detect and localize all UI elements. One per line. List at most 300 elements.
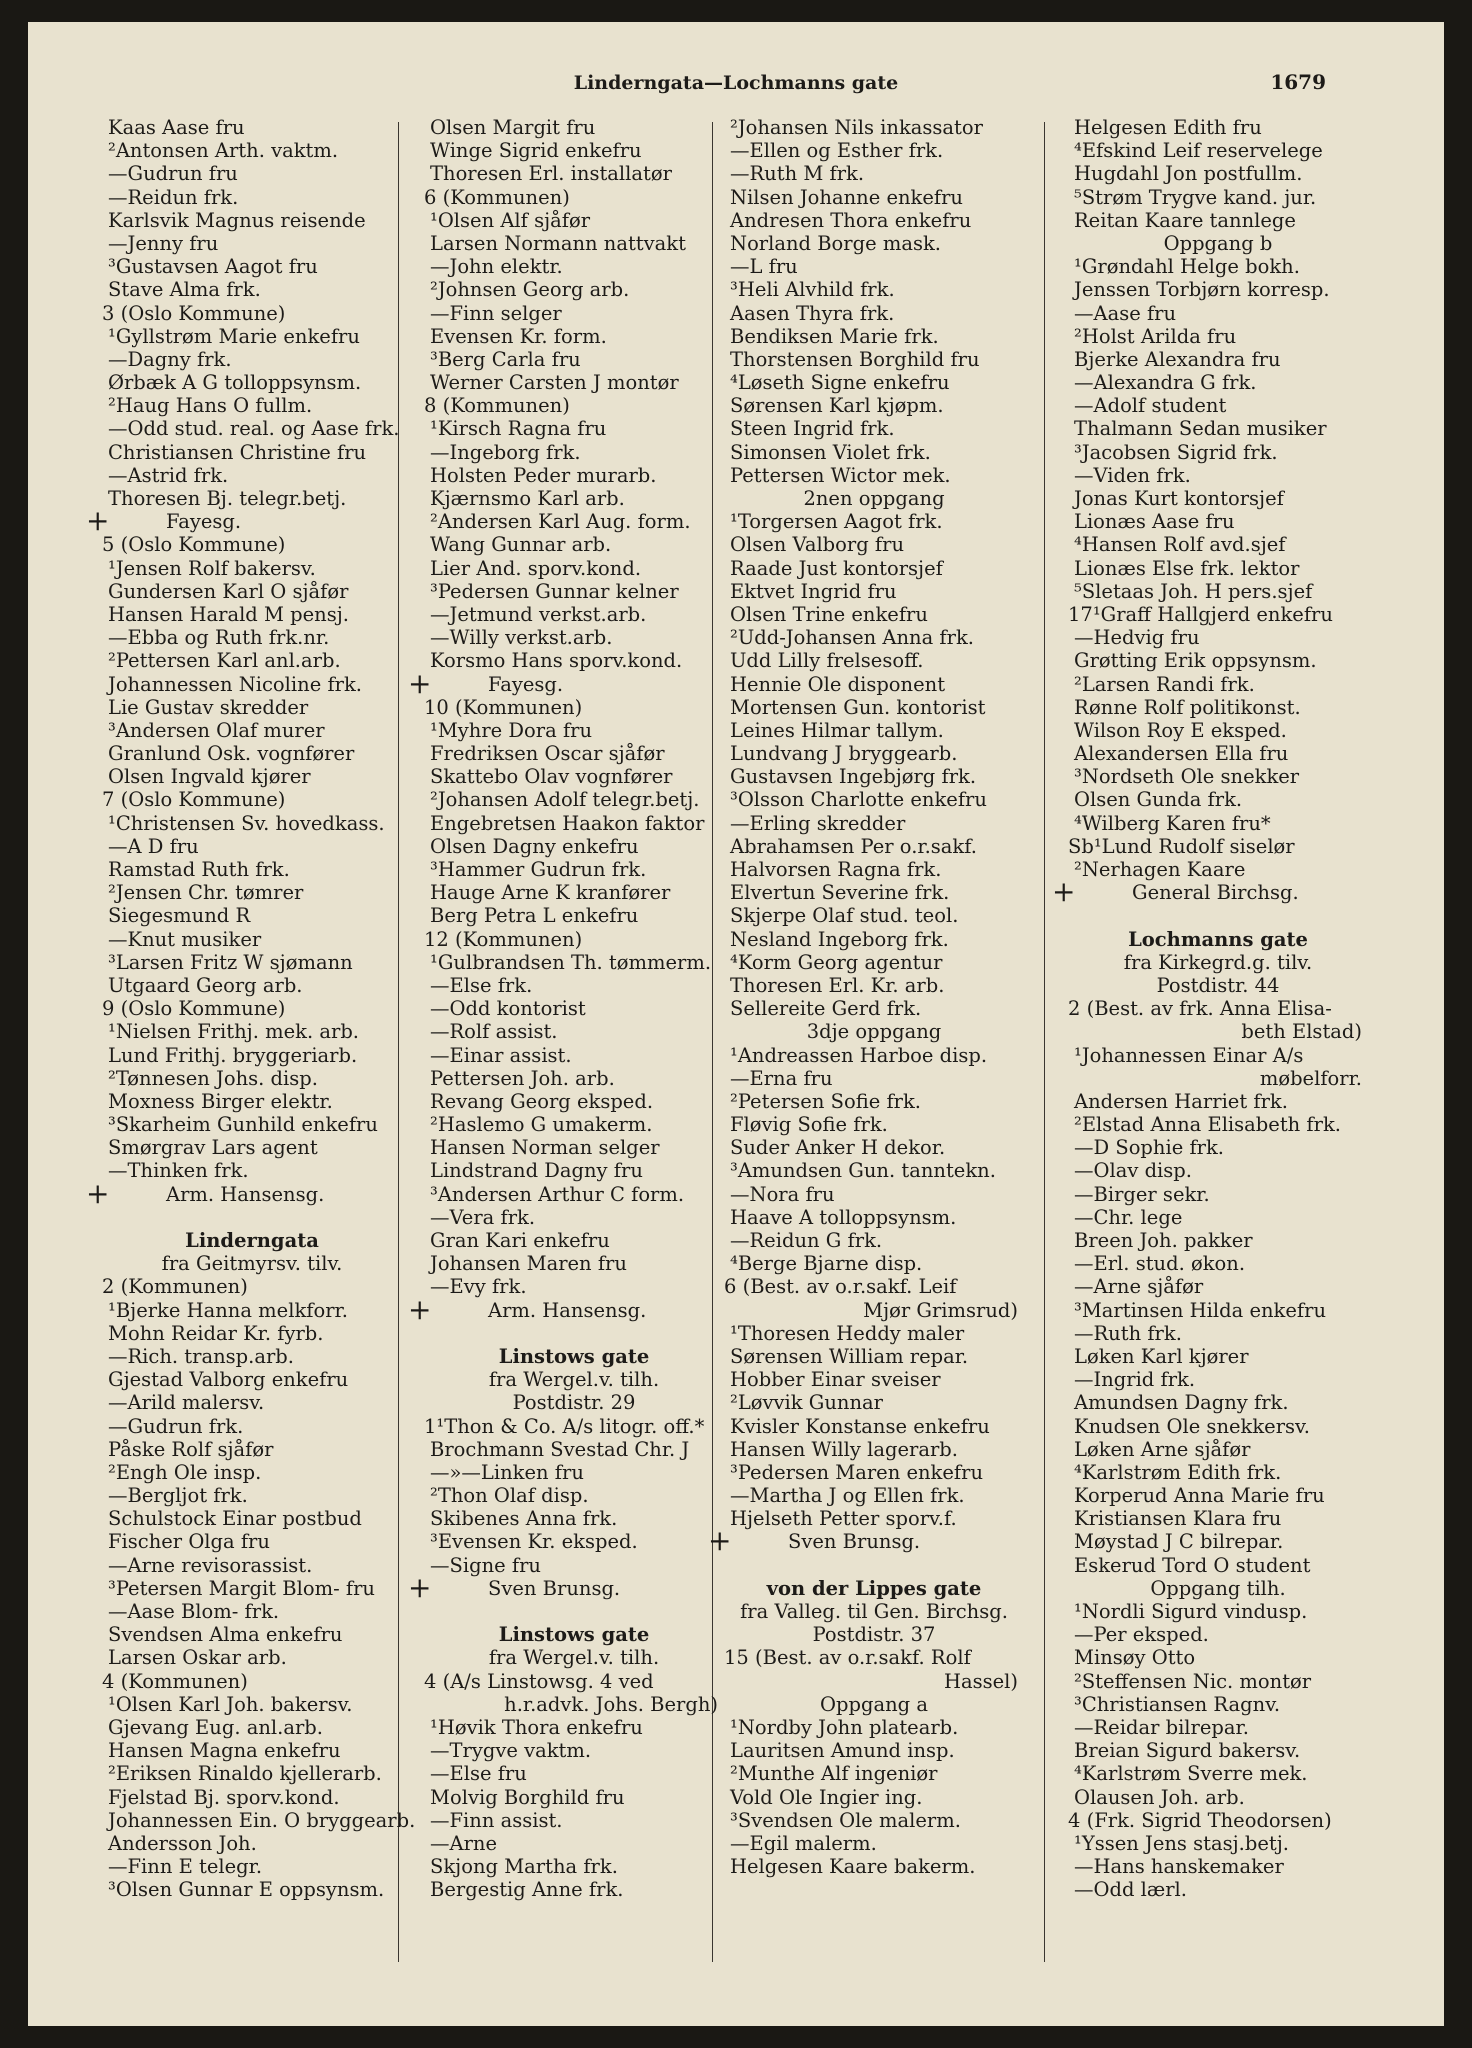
- directory-entry: [724, 394, 1024, 417]
- directory-entry: [424, 580, 724, 603]
- directory-entry: [424, 487, 724, 510]
- entry-text: Oppgang a: [820, 1692, 928, 1716]
- directory-entry: [102, 394, 402, 417]
- directory-entry: [102, 673, 402, 696]
- entry-text: Molvig Borghild fru: [430, 1785, 625, 1809]
- directory-entry: [1068, 1484, 1368, 1507]
- entry-text: Andresen Thora enkefru: [730, 208, 972, 232]
- entry-text: —Odd kontorist: [430, 997, 586, 1021]
- directory-entry: [424, 719, 724, 742]
- entry-text: fra Valleg. til Gen. Birchsg.: [740, 1600, 1008, 1623]
- entry-text: ³Pedersen Maren enkefru: [730, 1460, 984, 1484]
- entry-text: ¹Myhre Dora fru: [430, 718, 593, 742]
- directory-entry: [724, 1507, 1024, 1530]
- directory-entry: [724, 1786, 1024, 1809]
- directory-entry: [424, 997, 724, 1020]
- directory-entry: [1068, 1762, 1368, 1785]
- building-number: [1068, 997, 1368, 1020]
- directory-entry: [102, 1136, 402, 1159]
- directory-entry: [1068, 1461, 1368, 1484]
- entry-text: Fredriksen Oscar sjåfør: [430, 742, 665, 766]
- directory-entry: [724, 719, 1024, 742]
- directory-page: [28, 22, 1444, 2026]
- directory-entry: [102, 765, 402, 788]
- entry-text: Arm. Hansensg.: [166, 1182, 325, 1206]
- directory-entry: [102, 835, 402, 858]
- building-number: [1068, 1809, 1368, 1832]
- directory-entry: [424, 278, 724, 301]
- directory-entry: [102, 1461, 402, 1484]
- directory-entry: [1068, 139, 1368, 162]
- entry-text: ²Pettersen Karl anl.arb.: [108, 649, 341, 673]
- directory-entry: [424, 162, 724, 185]
- entry-text: —Else frk.: [430, 973, 533, 997]
- entry-text: Olsen Dagny enkefru: [430, 834, 639, 858]
- entry-text: ²Holst Arilda fru: [1074, 324, 1237, 348]
- entry-text: ¹Bjerke Hanna melkforr.: [108, 1298, 348, 1322]
- entry-text: fra Wergel.v. tilh.: [488, 1646, 660, 1670]
- directory-entry: [424, 788, 724, 811]
- entry-text: Minsøy Otto: [1074, 1646, 1196, 1670]
- entry-text: Skjong Martha frk.: [430, 1855, 618, 1879]
- entry-text: Arm. Hansensg.: [488, 1298, 647, 1322]
- directory-entry: [102, 209, 402, 232]
- entry-text: ¹Gyllstrøm Marie enkefru: [108, 324, 360, 348]
- entry-text: Nilsen Johanne enkefru: [730, 185, 963, 209]
- entry-text: —Chr. lege: [1074, 1205, 1183, 1229]
- entry-text: 4 (Frk. Sigrid Theodorsen): [1068, 1808, 1332, 1832]
- directory-entry: [724, 348, 1024, 371]
- column-rule: [1044, 122, 1045, 1962]
- directory-entry: [102, 603, 402, 626]
- entry-text: Hansen Norman selger: [430, 1136, 660, 1160]
- directory-entry: [102, 1739, 402, 1762]
- entry-text: Johannessen Ein. O bryggearb.: [108, 1808, 416, 1832]
- directory-entry: [424, 881, 724, 904]
- entry-text: Siegesmund R: [108, 904, 251, 928]
- entry-text: h.r.advk. Johs. Bergh): [504, 1692, 718, 1716]
- directory-entry: [424, 1159, 724, 1182]
- cross-street: [86, 1176, 402, 1210]
- directory-entry: [102, 1345, 402, 1368]
- directory-entry: [102, 1600, 402, 1623]
- entry-text: Påske Rolf sjåfør: [108, 1437, 274, 1461]
- entry-text: Thoresen Bj. telegr.betj.: [108, 487, 347, 510]
- entry-continuation: [1068, 1067, 1368, 1090]
- directory-entry: [102, 1090, 402, 1113]
- directory-entry: [724, 1739, 1024, 1762]
- entry-text: ³Larsen Fritz W sjømann: [108, 950, 353, 974]
- cross-street: [86, 504, 402, 538]
- entry-text: Larsen Normann nattvakt: [430, 231, 686, 255]
- directory-entry: [1068, 696, 1368, 719]
- entry-text: —Finn assist.: [430, 1808, 563, 1832]
- directory-entry: [724, 116, 1024, 139]
- building-number: [424, 186, 724, 209]
- section-note: [724, 1623, 1024, 1646]
- entry-text: Jenssen Torbjørn korresp.: [1074, 278, 1330, 302]
- directory-entry: [102, 1368, 402, 1391]
- building-number: [424, 1415, 724, 1438]
- entry-text: Postdistr. 44: [1156, 973, 1280, 997]
- entry-text: —Dagny frk.: [108, 347, 232, 371]
- entry-text: Mjør Grimsrud): [863, 1298, 1018, 1322]
- directory-entry: [724, 1345, 1024, 1368]
- entry-text: —Knut musiker: [108, 927, 262, 951]
- directory-entry: [424, 325, 724, 348]
- directory-entry: [424, 1136, 724, 1159]
- entry-text: —Jenny fru: [108, 231, 219, 255]
- entry-text: —Arild malersv.: [108, 1391, 265, 1415]
- entry-text: —Olav disp.: [1074, 1159, 1192, 1183]
- directory-entry: [102, 1530, 402, 1553]
- directory-entry: [1068, 765, 1368, 788]
- entry-text: —Arne revisorassist.: [108, 1553, 313, 1577]
- entry-text: —Hans hanskemaker: [1074, 1855, 1284, 1879]
- entry-text: —Per eksped.: [1074, 1623, 1209, 1647]
- entry-text: 9 (Oslo Kommune): [102, 997, 286, 1021]
- spacer: [724, 1554, 1024, 1577]
- directory-entry: [424, 1762, 724, 1785]
- directory-entry: [102, 325, 402, 348]
- directory-entry: [724, 1159, 1024, 1182]
- entry-text: Kjærnsmo Karl arb.: [430, 487, 625, 510]
- entry-text: ²Larsen Randi frk.: [1074, 672, 1255, 696]
- entry-text: ³Amundsen Gun. tanntekn.: [730, 1159, 996, 1183]
- entry-text: ³Skarheim Gunhild enkefru: [108, 1113, 378, 1137]
- directory-entry: [102, 441, 402, 464]
- directory-entry: [1068, 510, 1368, 533]
- directory-entry: [724, 974, 1024, 997]
- directory-entry: [1068, 1855, 1368, 1878]
- street-heading: [424, 1345, 724, 1368]
- directory-entry: [424, 255, 724, 278]
- entry-text: Kvisler Konstanse enkefru: [730, 1414, 990, 1438]
- directory-entry: [1068, 209, 1368, 232]
- entry-text: 8 (Kommunen): [424, 394, 570, 418]
- directory-entry: [102, 371, 402, 394]
- directory-entry: [1068, 1090, 1368, 1113]
- entry-text: ²Nerhagen Kaare: [1074, 858, 1246, 881]
- directory-entry: [424, 765, 724, 788]
- section-note: [1068, 951, 1368, 974]
- directory-entry: [1068, 1322, 1368, 1345]
- directory-entry: [424, 232, 724, 255]
- directory-entry: [724, 1206, 1024, 1229]
- directory-entry: [1068, 1716, 1368, 1739]
- entry-text: Knudsen Ole snekkersv.: [1074, 1414, 1310, 1438]
- directory-entry: [1068, 1183, 1368, 1206]
- entry-text: ¹Johannessen Einar A/s: [1074, 1043, 1304, 1067]
- cross-street-icon: +: [408, 1292, 432, 1326]
- entry-text: Oppgang tilh.: [1150, 1576, 1286, 1600]
- entry-text: Brochmann Svestad Chr. J: [430, 1437, 690, 1461]
- cross-street-icon: +: [1052, 875, 1076, 909]
- entry-text: ⁴Løseth Signe enkefru: [730, 371, 950, 395]
- entry-text: ⁴Hansen Rolf avd.sjef: [1074, 533, 1286, 557]
- entry-text: —Rolf assist.: [430, 1020, 558, 1044]
- directory-entry: [102, 742, 402, 765]
- entry-text: Kristiansen Klara fru: [1074, 1507, 1282, 1531]
- directory-entry: [102, 626, 402, 649]
- directory-entry: [102, 974, 402, 997]
- entry-text: ⁴Wilberg Karen fru*: [1074, 811, 1271, 835]
- entry-text: ⁵Strøm Trygve kand. jur.: [1074, 185, 1317, 209]
- entry-text: —Reidar bilrepar.: [1074, 1715, 1249, 1739]
- entry-text: —Odd lærl.: [1074, 1878, 1187, 1902]
- directory-entry: [724, 232, 1024, 255]
- directory-entry: [1068, 1670, 1368, 1693]
- entry-text: Fayesg.: [488, 672, 564, 696]
- entry-text: Sellereite Gerd frk.: [730, 997, 922, 1021]
- entry-text: Smørgrav Lars agent: [108, 1136, 318, 1160]
- directory-entry: [424, 742, 724, 765]
- entry-text: —Trygve vaktm.: [430, 1739, 592, 1763]
- entry-continuation: [724, 1299, 1024, 1322]
- entry-text: Alexandersen Ella fru: [1074, 742, 1289, 766]
- entry-text: Andersson Joh.: [108, 1831, 257, 1855]
- building-number: [424, 928, 724, 951]
- entry-text: Werner Carsten J montør: [430, 371, 679, 395]
- directory-entry: [724, 1090, 1024, 1113]
- directory-entry: [724, 1229, 1024, 1252]
- entry-text: Oppgang b: [1163, 231, 1273, 255]
- entry-text: —Einar assist.: [430, 1043, 572, 1067]
- section-note: [102, 1252, 402, 1275]
- directory-entry: [1068, 673, 1368, 696]
- directory-entry: [102, 139, 402, 162]
- directory-entry: [724, 1855, 1024, 1878]
- entry-text: —Aase Blom- frk.: [108, 1600, 280, 1623]
- directory-entry: [1068, 1113, 1368, 1136]
- entry-text: ²Andersen Karl Aug. form.: [430, 510, 691, 534]
- directory-entry: [724, 255, 1024, 278]
- entry-text: —Hedvig fru: [1074, 626, 1200, 650]
- directory-entry: [102, 417, 402, 440]
- directory-entry: [1068, 1646, 1368, 1669]
- entry-text: 4 (Kommunen): [102, 1669, 248, 1693]
- directory-entry: [102, 1507, 402, 1530]
- directory-entry: [724, 186, 1024, 209]
- directory-entry: [424, 1113, 724, 1136]
- entry-text: Gjevang Eug. anl.arb.: [108, 1715, 323, 1739]
- entry-text: Breen Joh. pakker: [1074, 1229, 1253, 1252]
- entry-text: ²Haslemo G umakerm.: [430, 1113, 653, 1137]
- entry-text: ³Andersen Olaf murer: [108, 718, 325, 742]
- directory-entry: [1068, 441, 1368, 464]
- section-note: [724, 487, 1024, 510]
- entry-text: ³Gustavsen Aagot fru: [108, 255, 318, 279]
- building-number: [102, 533, 402, 556]
- directory-entry: [102, 928, 402, 951]
- directory-entry: [424, 1809, 724, 1832]
- building-number: [424, 1670, 724, 1693]
- building-number: [724, 1275, 1024, 1298]
- directory-entry: [1068, 371, 1368, 394]
- directory-entry: [102, 557, 402, 580]
- entry-text: —Evy frk.: [430, 1275, 527, 1299]
- directory-entry: [724, 1183, 1024, 1206]
- entry-text: Sb¹Lund Rudolf siselør: [1068, 834, 1295, 858]
- directory-entry: [424, 1067, 724, 1090]
- directory-entry: [102, 1762, 402, 1785]
- directory-entry: [102, 719, 402, 742]
- entry-text: Løken Karl kjører: [1074, 1344, 1249, 1368]
- entry-text: ²Petersen Sofie frk.: [730, 1089, 922, 1113]
- entry-text: Helgesen Edith fru: [1074, 116, 1262, 139]
- entry-text: ⁴Karlstrøm Sverre mek.: [1074, 1762, 1308, 1786]
- directory-entry: [1068, 858, 1368, 881]
- directory-entry: [424, 1229, 724, 1252]
- entry-text: Lund Frithj. bryggeriarb.: [108, 1043, 358, 1067]
- cross-street-icon: +: [408, 666, 432, 700]
- directory-entry: [424, 1716, 724, 1739]
- entry-text: ²Elstad Anna Elisabeth frk.: [1074, 1113, 1341, 1137]
- entry-text: ²Løvvik Gunnar: [730, 1391, 883, 1415]
- directory-entry: [724, 1809, 1024, 1832]
- cross-street-icon: +: [708, 1524, 732, 1558]
- entry-text: —Gudrun frk.: [108, 1414, 244, 1438]
- entry-text: Fjelstad Bj. sporv.kond.: [108, 1785, 340, 1809]
- directory-entry: [1068, 719, 1368, 742]
- entry-text: Vold Ole Ingier ing.: [730, 1785, 923, 1809]
- directory-entry: [424, 1878, 724, 1901]
- entry-text: Gustavsen Ingebjørg frk.: [730, 765, 977, 789]
- directory-entry: [724, 1113, 1024, 1136]
- directory-entry: [724, 951, 1024, 974]
- entry-text: Sven Brunsg.: [788, 1530, 921, 1554]
- directory-entry: [1068, 788, 1368, 811]
- building-number: [724, 1646, 1024, 1669]
- directory-entry: [1068, 325, 1368, 348]
- directory-entry: [102, 1832, 402, 1855]
- directory-entry: [102, 116, 402, 139]
- entry-text: Olsen Ingvald kjører: [108, 765, 311, 789]
- building-number: [102, 1275, 402, 1298]
- directory-entry: [1068, 1391, 1368, 1414]
- directory-entry: [102, 1067, 402, 1090]
- entry-text: Norland Borge mask.: [730, 231, 941, 255]
- directory-entry: [1068, 1206, 1368, 1229]
- directory-entry: [424, 951, 724, 974]
- directory-entry: [102, 1554, 402, 1577]
- entry-text: Revang Georg eksped.: [430, 1089, 654, 1113]
- directory-entry: [724, 278, 1024, 301]
- entry-text: —Viden frk.: [1074, 463, 1191, 487]
- entry-text: —Bergljot frk.: [108, 1484, 248, 1508]
- cross-street: [408, 1292, 724, 1326]
- page-title: Linderngata—Lochmanns gate: [573, 72, 899, 94]
- entry-text: —Willy verkst.arb.: [430, 626, 613, 650]
- directory-entry: [1068, 394, 1368, 417]
- entry-text: 5 (Oslo Kommune): [102, 533, 286, 557]
- directory-entry: [724, 835, 1024, 858]
- entry-text: ²Antonsen Arth. vaktm.: [108, 139, 339, 163]
- spacer: [424, 1322, 724, 1345]
- directory-entry: [724, 1438, 1024, 1461]
- cross-street: [408, 666, 724, 700]
- directory-entry: [424, 1832, 724, 1855]
- directory-entry: [724, 742, 1024, 765]
- directory-entry: [102, 1391, 402, 1414]
- building-number: [1068, 835, 1368, 858]
- directory-column-1: [86, 116, 416, 1902]
- directory-entry: [102, 1808, 416, 1832]
- entry-text: ¹Thoresen Heddy maler: [730, 1321, 965, 1345]
- entry-text: ³Nordseth Ole snekker: [1074, 765, 1300, 789]
- directory-entry: [424, 1739, 724, 1762]
- entry-text: Johannessen Nicoline frk.: [108, 672, 362, 696]
- spacer: [102, 1206, 402, 1229]
- entry-continuation: [1068, 1020, 1368, 1043]
- entry-text: —Reidun frk.: [108, 185, 239, 209]
- directory-entry: [724, 325, 1024, 348]
- directory-entry: [1068, 1693, 1368, 1716]
- directory-entry: [724, 1415, 1024, 1438]
- section-note: [724, 1693, 1024, 1716]
- cross-street-icon: +: [408, 1570, 432, 1604]
- entry-text: —Rich. transp.arb.: [108, 1344, 294, 1368]
- directory-entry: [424, 1020, 724, 1043]
- entry-text: —Arne sjåfør: [1074, 1275, 1204, 1299]
- entry-text: Mohn Reidar Kr. fyrb.: [108, 1321, 324, 1345]
- directory-entry: [102, 1716, 402, 1739]
- entry-text: ¹Nielsen Frithj. mek. arb.: [108, 1020, 359, 1044]
- building-number: [102, 997, 402, 1020]
- directory-entry: [102, 1322, 402, 1345]
- entry-text: ³Jacobsen Sigrid frk.: [1074, 440, 1278, 464]
- entry-text: Lochmanns gate: [1128, 927, 1308, 951]
- directory-entry: [1068, 302, 1368, 325]
- directory-entry: [424, 464, 724, 487]
- entry-text: Reitan Kaare tannlege: [1074, 208, 1296, 232]
- entry-text: 10 (Kommunen): [424, 695, 583, 719]
- entry-text: ¹Yssen Jens stasj.betj.: [1074, 1831, 1289, 1855]
- entry-text: —D Sophie frk.: [1074, 1136, 1225, 1160]
- directory-entry: [1068, 1438, 1368, 1461]
- directory-entry: [1068, 1252, 1368, 1275]
- entry-text: Aasen Thyra frk.: [730, 301, 895, 325]
- entry-text: 1¹Thon & Co. A/s litogr. off.*: [424, 1414, 705, 1438]
- entry-text: ¹Christensen Sv. hovedkass.: [108, 811, 385, 835]
- entry-text: Amundsen Dagny frk.: [1074, 1391, 1289, 1415]
- directory-entry: [102, 232, 402, 255]
- directory-entry: [424, 812, 724, 835]
- directory-entry: [102, 1113, 402, 1136]
- entry-text: —Ruth frk.: [1074, 1321, 1182, 1345]
- entry-text: —Finn selger: [430, 301, 562, 325]
- entry-text: Moxness Birger elektr.: [108, 1089, 333, 1113]
- directory-entry: [724, 1044, 1024, 1067]
- entry-text: —Birger sekr.: [1074, 1182, 1210, 1206]
- entry-text: Olsen Valborg fru: [730, 533, 905, 557]
- directory-entry: [102, 580, 402, 603]
- directory-entry: [724, 464, 1024, 487]
- directory-entry: [102, 904, 402, 927]
- directory-entry: [424, 858, 724, 881]
- directory-entry: [724, 1484, 1024, 1507]
- entry-text: Hjelseth Petter sporv.f.: [730, 1507, 957, 1531]
- entry-text: Skattebo Olav vognfører: [430, 765, 673, 789]
- directory-entry: [1068, 742, 1368, 765]
- entry-text: ¹Andreassen Harboe disp.: [730, 1043, 988, 1067]
- directory-entry: [424, 1554, 724, 1577]
- entry-text: Bjerke Alexandra fru: [1074, 347, 1281, 371]
- entry-text: Postdistr. 29: [512, 1391, 636, 1415]
- directory-entry: [102, 858, 402, 881]
- directory-entry: [1068, 626, 1368, 649]
- directory-entry: [1068, 1507, 1368, 1530]
